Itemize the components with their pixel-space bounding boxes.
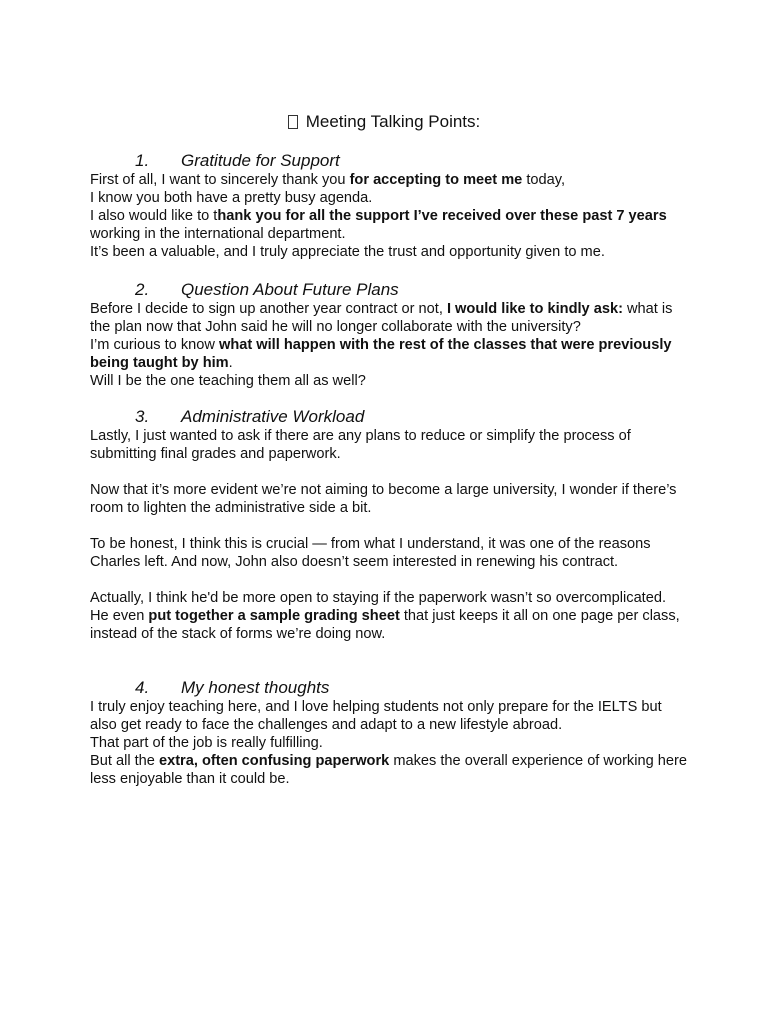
paragraph: [90, 372, 690, 390]
section-future-plans: [90, 280, 690, 390]
paragraph-gap: [90, 517, 690, 535]
text-run: Lastly, I just wanted to ask if there are any plans to reduce or simplify the process of submitting final grades and paperwork.: [90, 428, 631, 462]
text-run: I’m curious to know: [90, 337, 219, 353]
text-run: makes the overall experience of working here less enjoyable than it could be.: [90, 753, 687, 787]
text-run: .: [228, 355, 233, 371]
clipboard-icon: [288, 115, 298, 129]
paragraph: [90, 336, 690, 372]
text-run: Will I be the one teaching them all as well?: [90, 373, 366, 389]
section-heading-text: Question About Future Plans: [181, 280, 399, 299]
text-run: I know you both have a pretty busy agenda.: [90, 190, 373, 206]
bold-text: what will happen with the rest of the classes that were previously being taught by him: [90, 337, 672, 371]
paragraph: [90, 207, 690, 243]
paragraph: [90, 734, 690, 752]
section-body: [90, 300, 690, 390]
bold-text: for accepting to meet me: [349, 172, 523, 188]
text-run: working in the international department.: [90, 226, 346, 242]
bold-text: I would like to kindly ask:: [446, 301, 623, 317]
text-run: It’s been a valuable, and I truly appreciate the trust and opportunity given to me.: [90, 244, 605, 260]
text-run: First of all, I want to sincerely thank you: [90, 172, 350, 188]
section-number: 3.: [135, 407, 150, 426]
section-heading: [90, 678, 690, 698]
text-run: He even: [90, 608, 149, 624]
paragraph: [90, 698, 690, 734]
paragraph: [90, 300, 690, 336]
page-title: [0, 112, 768, 132]
paragraph: [90, 171, 690, 189]
section-number: 4.: [135, 678, 150, 697]
section-administrative-workload: [90, 407, 690, 643]
section-honest-thoughts: [90, 678, 690, 788]
section-heading: [90, 280, 690, 300]
text-run: that just keeps it all on one page per class, instead of the stack of forms we’re doing now.: [90, 608, 680, 642]
paragraph: [90, 589, 690, 607]
section-body: [90, 427, 690, 643]
text-run: I truly enjoy teaching here, and I love helping students not only prepare for the IELTS but also get ready to face the challenges and adapt to a new lifestyle abroad.: [90, 699, 662, 733]
paragraph: [90, 189, 690, 207]
text-run: Before I decide to sign up another year contract or not,: [90, 301, 447, 317]
section-body: [90, 698, 690, 788]
paragraph-gap: [90, 571, 690, 589]
paragraph: [90, 481, 690, 517]
section-heading-text: My honest thoughts: [181, 678, 330, 697]
text-run: Now that it’s more evident we’re not aiming to become a large university, I wonder if there’s room to lighten the administrative side a bit.: [90, 482, 677, 516]
section-heading: [90, 151, 690, 171]
section-number: 1.: [135, 151, 150, 170]
section-heading-text: Gratitude for Support: [181, 151, 340, 170]
bold-text: put together a sample grading sheet: [148, 608, 400, 624]
paragraph-gap: [90, 463, 690, 481]
paragraph: [90, 607, 690, 643]
page-title-text: Meeting Talking Points:: [305, 112, 481, 131]
text-run: To be honest, I think this is crucial — from what I understand, it was one of the reasons Charles left. And now, John also doesn’t seem interested in renewing his contract.: [90, 536, 651, 570]
section-heading-text: Administrative Workload: [181, 407, 365, 426]
text-run: Actually, I think he'd be more open to staying if the paperwork wasn’t so overcomplicated.: [90, 590, 667, 606]
section-body: [90, 171, 690, 261]
paragraph: [90, 535, 690, 571]
bold-text: extra, often confusing paperwork: [158, 753, 390, 769]
paragraph: [90, 752, 690, 788]
section-number: 2.: [135, 280, 150, 299]
text-run: what is the plan now that John said he will no longer collaborate with the university?: [90, 301, 673, 335]
paragraph: [90, 427, 690, 463]
text-run: That part of the job is really fulfilling.: [90, 735, 323, 751]
text-run: today,: [522, 172, 566, 188]
bold-text: hank you for all the support I’ve received over these past 7 years: [217, 208, 667, 224]
text-run: I also would like to t: [90, 208, 218, 224]
paragraph: [90, 243, 690, 261]
section-heading: [90, 407, 690, 427]
text-run: But all the: [90, 753, 159, 769]
section-gratitude: [90, 151, 690, 261]
